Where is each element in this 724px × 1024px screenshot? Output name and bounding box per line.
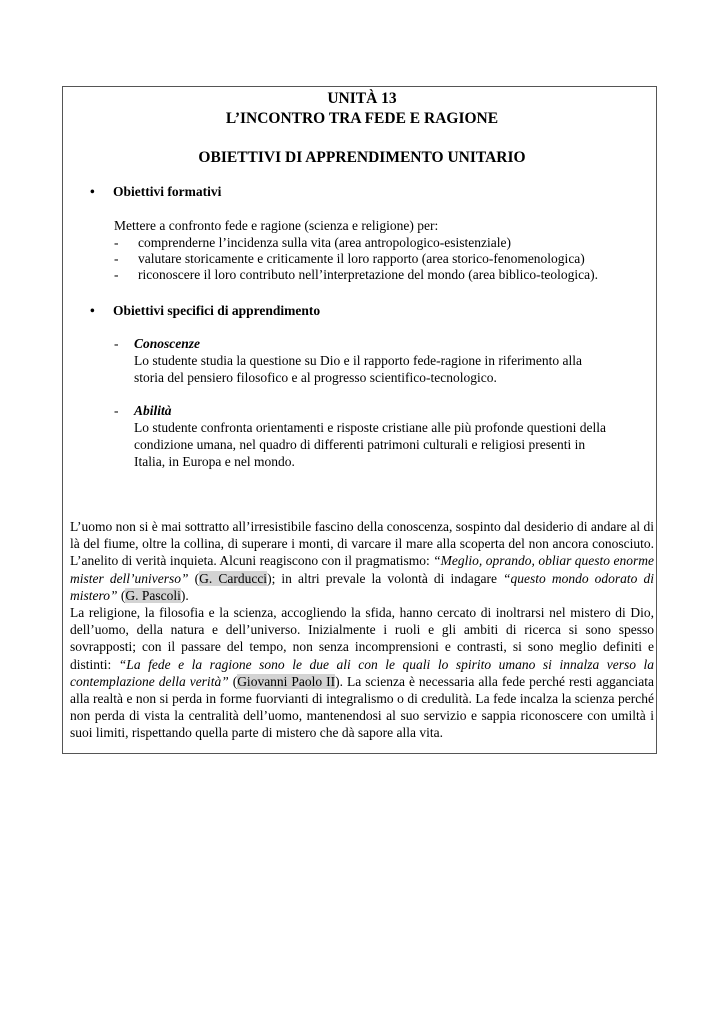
unit-title: UNITÀ 13 — [327, 90, 397, 107]
knowledge-title: Conoscenze — [134, 336, 201, 351]
body-paragraph-2: La religione, la filosofia e la scienza, accogliendo la sfida, hanno cercato di inoltrarsi nel mistero di Dio, dell’uomo, della natura e dell’universo. Inizialmente i ruoli e gli ambiti di ricerca si sono spesso sovrapposti; con il passare del tempo, non senza incomprensioni e contrasti, si sono meglio definiti e distinti: “La fede e la ragione sono le due ali con le quali lo spirito umano si innalza verso la contemplazione della verità” (Giovanni Paolo II). La scienza è necessaria alla fede perché resti agganciata alla realtà e non si perda in forme fuorvianti di integralismo o di credulità. La fede incalza la scienza perché non perda di vista la centralità dell’uomo, mantenendosi al suo servizio e sappia riconoscere con umiltà i suoi limiti, rispettando quella parte di mistero che dà sapore alla vita. — [70, 605, 654, 741]
body-paragraph-1: L’uomo non si è mai sottratto all’irresistibile fascino della conoscenza, sospinto dal desiderio di andare al di là del fiume, oltre la collina, di superare i monti, di varcare il mare alla scoperta del non ancora conosciuto. L’anelito di verità inquieta. Alcuni reagiscono con il pragmatismo: “Meglio, oprando, obliar questo enorme mister dell’universo” (G. Carducci); in altri prevale la volontà di indagare “questo mondo odorato di mistero” (G. Pascoli). — [70, 519, 654, 603]
dash-icon: - — [114, 251, 119, 266]
quote-pascoli: “questo mondo odorato di mistero” — [70, 570, 654, 603]
author-carducci: G. Carducci — [199, 570, 268, 586]
formative-item: valutare storicamente e criticamente il loro rapporto (area storico-fenomenologica) — [138, 251, 585, 266]
skills-line: Lo studente confronta orientamenti e risposte cristiane alle più profonde questioni della — [134, 420, 606, 435]
author-pascoli: G. Pascoli — [125, 587, 181, 603]
skills-title: Abilità — [134, 403, 172, 418]
formative-intro: Mettere a confronto fede e ragione (scienza e religione) per: — [114, 218, 439, 233]
dash-icon: - — [114, 267, 119, 282]
specific-heading: • Obiettivi specifici di apprendimento — [90, 303, 321, 318]
quote-giovanni-paolo: “La fede e la ragione sono le due ali con le quali lo spirito umano si innalza verso la contemplazione della verità” — [70, 656, 654, 689]
dash-icon: - — [114, 235, 119, 250]
formative-heading: • Obiettivi formativi — [90, 184, 222, 199]
formative-item: comprenderne l’incidenza sulla vita (area antropologico-esistenziale) — [138, 235, 511, 250]
formative-item: riconoscere il loro contributo nell’interpretazione del mondo (area biblico-teologica). — [138, 267, 598, 282]
quote-carducci: “Meglio, oprando, obliar questo enorme mister dell’universo” — [70, 553, 654, 586]
skills-line: Italia, in Europa e nel mondo. — [134, 454, 295, 469]
bullet-icon: • — [90, 303, 95, 318]
bullet-icon: • — [90, 184, 95, 199]
knowledge-line: storia del pensiero filosofico e al progresso scientifico-tecnologico. — [134, 370, 497, 385]
skills-line: condizione umana, nel quadro di differenti patrimoni culturali e religiosi presenti in — [134, 437, 586, 452]
section-title: OBIETTIVI DI APPRENDIMENTO UNITARIO — [198, 149, 526, 166]
author-giovanni-paolo: Giovanni Paolo II — [237, 673, 336, 689]
knowledge-line: Lo studente studia la questione su Dio e il rapporto fede-ragione in riferimento alla — [134, 353, 582, 368]
dash-icon: - — [114, 336, 119, 351]
unit-subtitle: L’INCONTRO TRA FEDE E RAGIONE — [225, 110, 499, 127]
dash-icon: - — [114, 403, 119, 418]
